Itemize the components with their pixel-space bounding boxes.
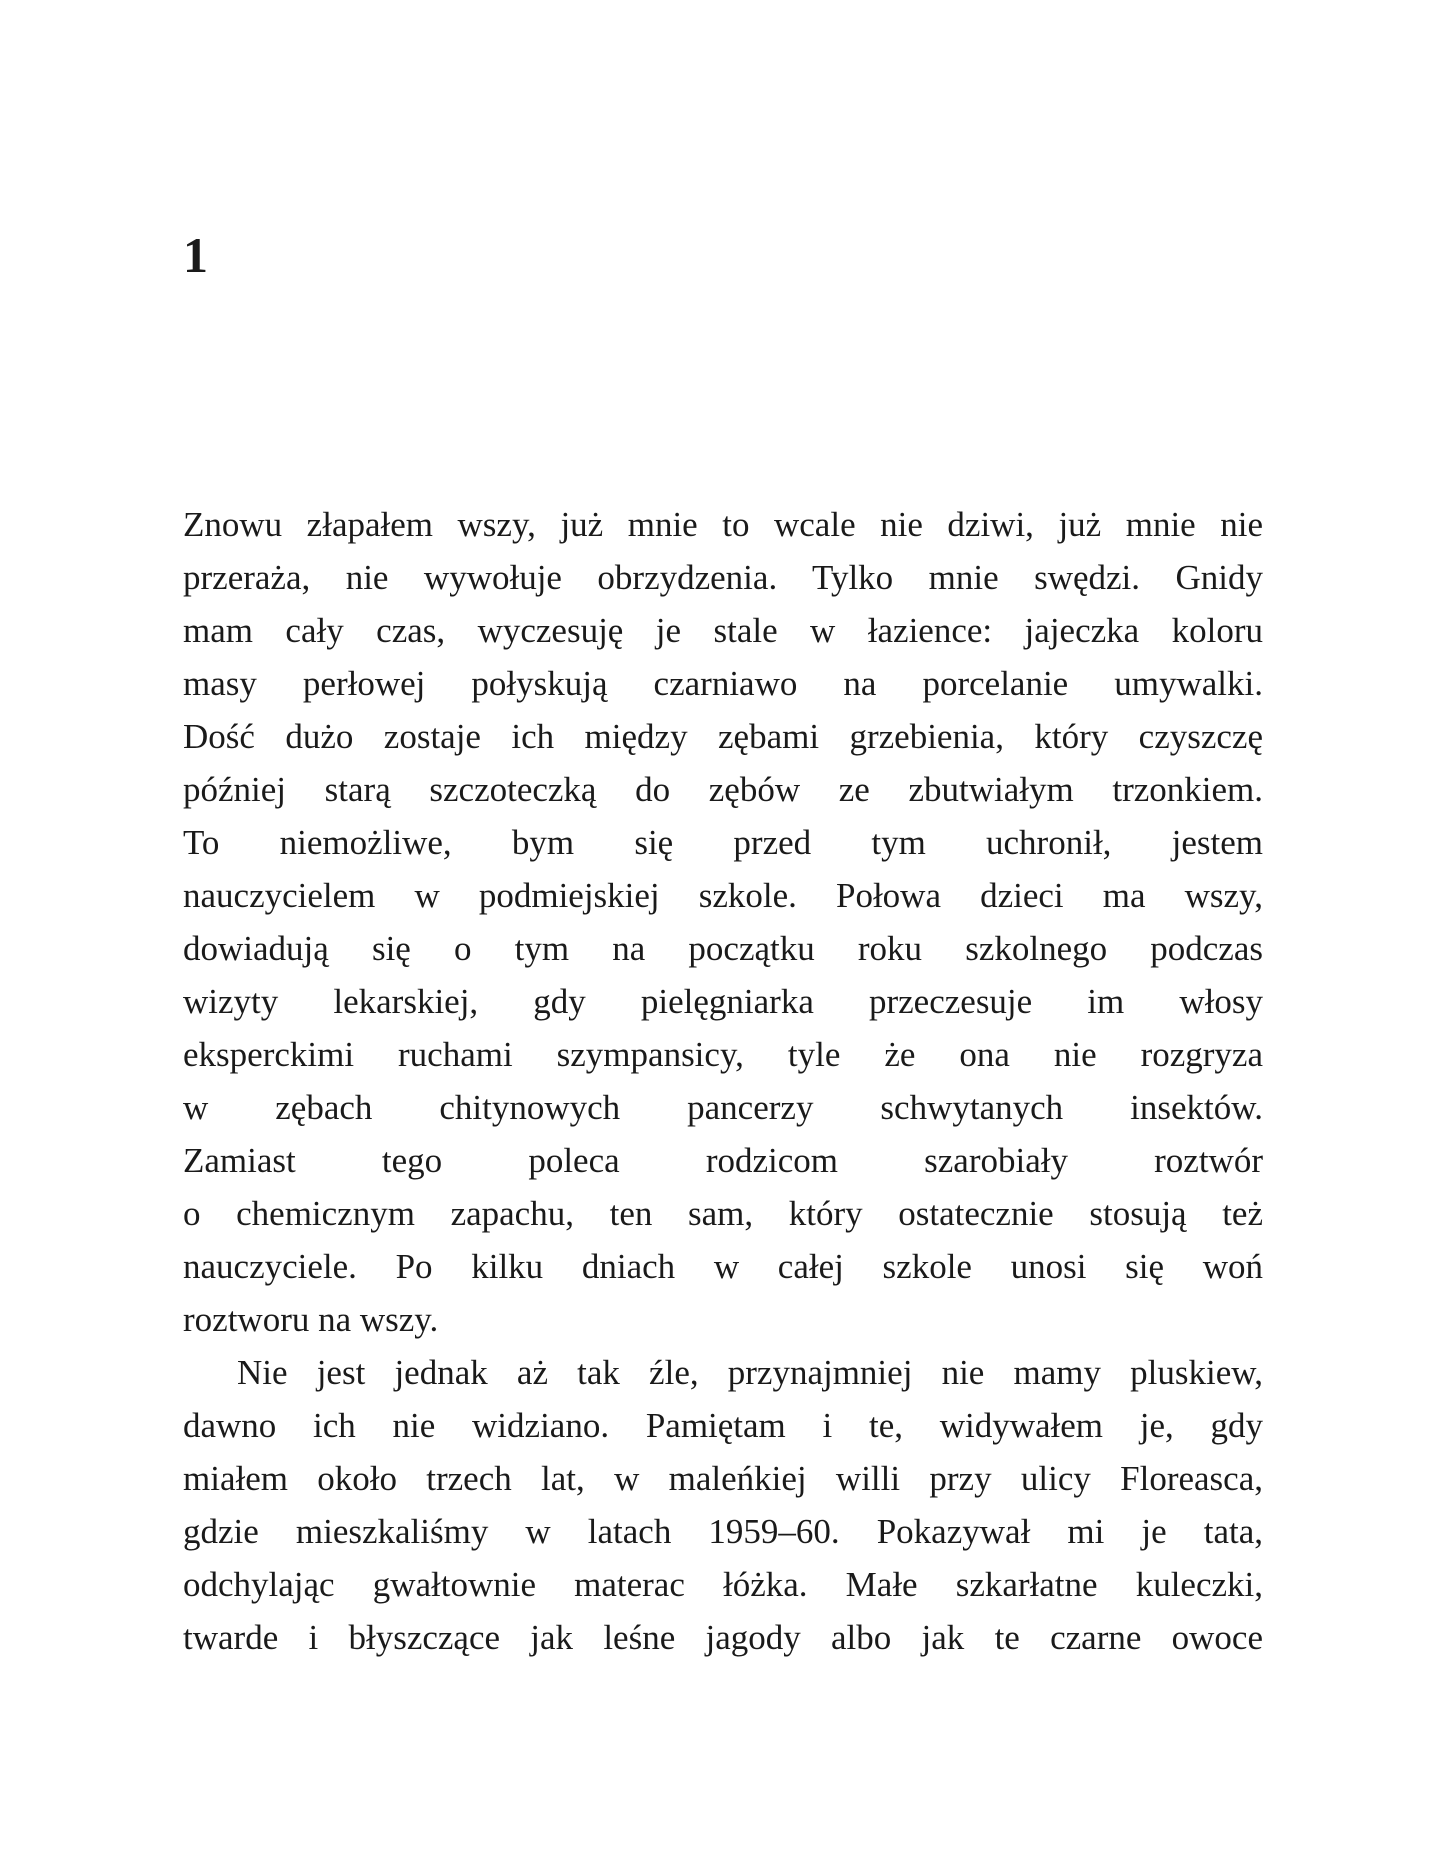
text-line: To niemożliwe, bym się przed tym uchronił, jestem xyxy=(183,823,1263,862)
text-line: masy perłowej połyskują czarniawo na porcelanie umywalki. xyxy=(183,664,1263,703)
text-line: Zamiast tego poleca rodzicom szarobiały roztwór xyxy=(183,1141,1263,1180)
text-line: mam cały czas, wyczesuję je stale w łazience: jajeczka koloru xyxy=(183,611,1263,650)
text-line: dawno ich nie widziano. Pamiętam i te, widywałem je, gdy xyxy=(183,1406,1263,1445)
chapter-number: 1 xyxy=(183,227,208,283)
body-text xyxy=(183,498,1263,1664)
text-line: nauczyciele. Po kilku dniach w całej szkole unosi się woń xyxy=(183,1247,1263,1286)
text-line: Dość dużo zostaje ich między zębami grzebienia, który czyszczę xyxy=(183,717,1263,756)
text-line: w zębach chitynowych pancerzy schwytanych insektów. xyxy=(183,1088,1263,1127)
text-line: odchylając gwałtownie materac łóżka. Małe szkarłatne kuleczki, xyxy=(183,1565,1263,1604)
text-line: Nie jest jednak aż tak źle, przynajmniej nie mamy pluskiew, xyxy=(237,1353,1263,1392)
text-line: eksperckimi ruchami szympansicy, tyle że ona nie rozgryza xyxy=(183,1035,1263,1074)
text-line: nauczycielem w podmiejskiej szkole. Połowa dzieci ma wszy, xyxy=(183,876,1263,915)
text-line: o chemicznym zapachu, ten sam, który ostatecznie stosują też xyxy=(183,1194,1263,1233)
text-line: gdzie mieszkaliśmy w latach 1959–60. Pokazywał mi je tata, xyxy=(183,1512,1263,1551)
paragraph-2 xyxy=(183,1346,1263,1664)
text-line: miałem około trzech lat, w maleńkiej willi przy ulicy Floreasca, xyxy=(183,1459,1263,1498)
text-line: wizyty lekarskiej, gdy pielęgniarka przeczesuje im włosy xyxy=(183,982,1263,1021)
paragraph-1 xyxy=(183,498,1263,1346)
text-line: Znowu złapałem wszy, już mnie to wcale nie dziwi, już mnie nie xyxy=(183,505,1263,544)
text-line: przeraża, nie wywołuje obrzydzenia. Tylko mnie swędzi. Gnidy xyxy=(183,558,1263,597)
text-line: twarde i błyszczące jak leśne jagody albo jak te czarne owoce xyxy=(183,1618,1263,1657)
text-line: roztworu na wszy. xyxy=(183,1300,439,1339)
text-line: dowiadują się o tym na początku roku szkolnego podczas xyxy=(183,929,1263,968)
text-line: później starą szczoteczką do zębów ze zbutwiałym trzonkiem. xyxy=(183,770,1263,809)
